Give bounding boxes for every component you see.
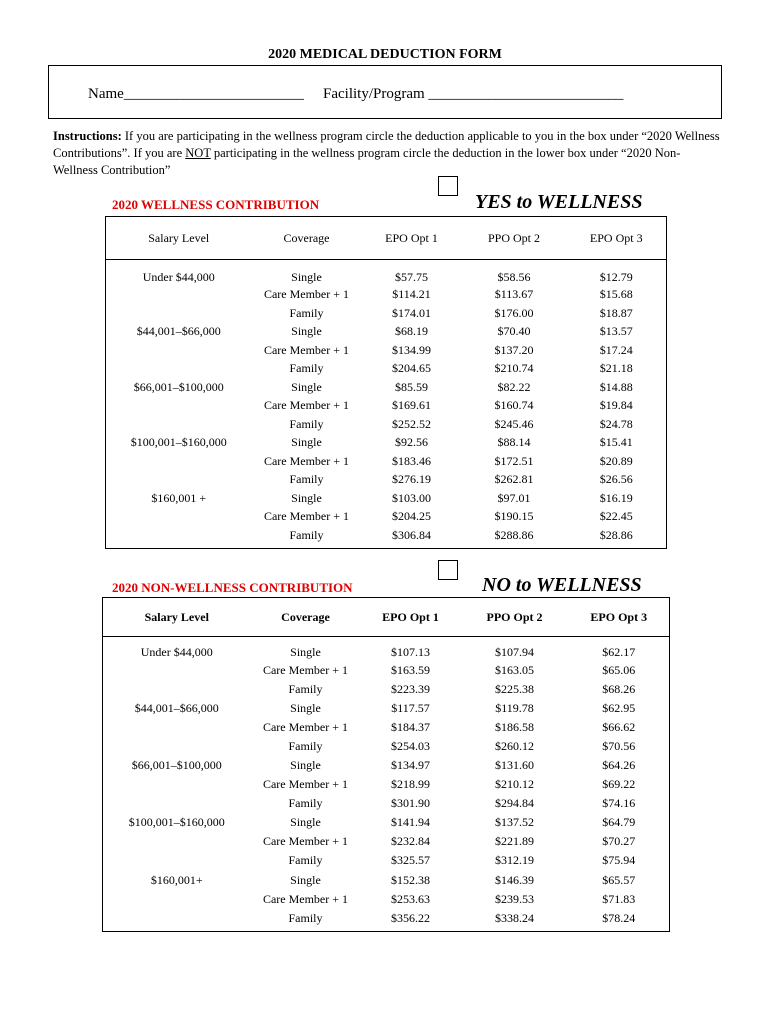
salary-level-cell: [103, 851, 251, 870]
coverage-cell: Care Member + 1: [263, 398, 350, 413]
table-row: [106, 508, 667, 527]
epo-opt-1-cell: $253.63: [391, 891, 430, 906]
salary-level-cell: [103, 890, 251, 909]
table-row: [103, 832, 670, 851]
coverage-cell: Care Member + 1: [262, 834, 349, 849]
salary-level-cell: [106, 397, 252, 416]
coverage-cell: Care Member + 1: [263, 509, 350, 524]
coverage-cell: Single: [291, 435, 322, 450]
salary-level-cell: [106, 452, 252, 471]
yes-wellness-checkbox[interactable]: [438, 176, 458, 196]
salary-level-cell: $66,001–$100,000: [133, 379, 224, 394]
coverage-cell: Single: [290, 815, 321, 830]
instructions-heading: Instructions:: [53, 129, 122, 143]
epo-opt-3-cell: $78.24: [602, 910, 636, 925]
epo-opt-3-cell: $62.17: [602, 644, 636, 659]
table-row: [106, 471, 667, 490]
non-wellness-section-title: 2020 NON-WELLNESS CONTRIBUTION: [112, 580, 353, 595]
coverage-cell: Family: [288, 796, 323, 811]
ppo-opt-2-cell: $97.01: [497, 490, 531, 505]
salary-level-cell: [103, 775, 251, 794]
coverage-cell: Care Member + 1: [262, 891, 349, 906]
epo-opt-3-cell: $16.19: [599, 490, 633, 505]
ppo-opt-2-cell: $210.12: [495, 777, 534, 792]
table-header-row: [103, 598, 670, 637]
epo-opt-3-cell: $17.24: [599, 342, 633, 357]
epo-opt-1-cell: $276.19: [392, 472, 431, 487]
epo-opt-1-cell: $204.25: [392, 509, 431, 524]
salary-level-cell: [106, 508, 252, 527]
coverage-cell: Care Member + 1: [262, 777, 349, 792]
ppo-opt-2-cell: $58.56: [497, 269, 531, 284]
coverage-cell: Care Member + 1: [263, 342, 350, 357]
table-row: [106, 260, 667, 286]
coverage-cell: Single: [291, 324, 322, 339]
non-wellness-table: [102, 597, 670, 932]
instructions-text-pre: If you are participating in the wellness program circle the deduction applicable to you in the box under “2020 Wellness Contributions”. If you are: [53, 129, 720, 160]
ppo-opt-2-cell: $113.67: [494, 287, 534, 302]
epo-opt-3-cell: $64.26: [602, 758, 636, 773]
table-spacer-row: [103, 928, 670, 932]
ppo-opt-2-cell: $260.12: [495, 738, 534, 753]
table-row: [103, 661, 670, 680]
salary-level-cell: $100,001–$160,000: [130, 435, 227, 450]
ppo-opt-2-cell: $137.20: [494, 342, 534, 357]
epo-opt-3-cell: $75.94: [602, 853, 636, 868]
table-row: [103, 794, 670, 813]
table-row: [106, 304, 667, 323]
ppo-opt-2-cell: $146.39: [495, 872, 534, 887]
ppo-opt-2-cell: $176.00: [494, 305, 534, 320]
name-field[interactable]: Name________________________: [88, 86, 304, 102]
ppo-opt-2-cell: $119.78: [495, 700, 534, 715]
table-row: [106, 286, 667, 305]
salary-level-cell: Under $44,000: [142, 269, 215, 284]
ppo-opt-2-cell: $288.86: [494, 527, 534, 542]
epo-opt-3-cell: $15.68: [599, 287, 633, 302]
header-ppo-opt-2: PPO Opt 2: [462, 217, 567, 260]
epo-opt-1-cell: $183.46: [392, 453, 431, 468]
header-epo-opt-3: EPO Opt 3: [569, 598, 670, 637]
salary-level-cell: [103, 909, 251, 928]
epo-opt-3-cell: $19.84: [599, 398, 633, 413]
instructions: [53, 128, 723, 179]
header-coverage: Coverage: [252, 217, 362, 260]
ppo-opt-2-cell: $338.24: [495, 910, 534, 925]
facility-program-field[interactable]: Facility/Program __________________________: [323, 86, 624, 102]
table-row: [106, 397, 667, 416]
epo-opt-3-cell: $28.86: [599, 527, 633, 542]
ppo-opt-2-cell: $137.52: [495, 815, 534, 830]
ppo-opt-2-cell: $294.84: [495, 796, 534, 811]
ppo-opt-2-cell: $262.81: [494, 472, 534, 487]
coverage-cell: Family: [288, 738, 323, 753]
table-row: [106, 452, 667, 471]
epo-opt-3-cell: $12.79: [599, 269, 633, 284]
form-title: 2020 MEDICAL DEDUCTION FORM: [268, 47, 502, 62]
epo-opt-1-cell: $68.19: [395, 324, 428, 339]
coverage-cell: Family: [289, 361, 324, 376]
wellness-section-title: 2020 WELLNESS CONTRIBUTION: [112, 197, 320, 212]
epo-opt-3-cell: $20.89: [599, 453, 633, 468]
coverage-cell: Single: [291, 490, 322, 505]
coverage-cell: Family: [289, 527, 324, 542]
table-row: [106, 434, 667, 453]
epo-opt-1-cell: $223.39: [391, 681, 430, 696]
coverage-cell: Single: [290, 872, 321, 887]
epo-opt-1-cell: $107.13: [391, 644, 430, 659]
epo-opt-1-cell: $92.56: [395, 435, 428, 450]
coverage-cell: Family: [289, 305, 324, 320]
ppo-opt-2-cell: $172.51: [494, 453, 534, 468]
epo-opt-3-cell: $71.83: [602, 891, 636, 906]
epo-opt-3-cell: $21.18: [599, 361, 633, 376]
salary-level-cell: [103, 661, 251, 680]
header-epo-opt-1: EPO Opt 1: [361, 598, 461, 637]
coverage-cell: Single: [290, 758, 321, 773]
salary-level-cell: [103, 680, 251, 699]
salary-level-cell: [106, 286, 252, 305]
table-row: [103, 775, 670, 794]
salary-level-cell: [106, 526, 252, 545]
header-salary-level: Salary Level: [106, 217, 252, 260]
no-wellness-label: NO to WELLNESS: [482, 574, 642, 596]
salary-level-cell: $160,001+: [150, 872, 203, 887]
header-ppo-opt-2: PPO Opt 2: [461, 598, 569, 637]
ppo-opt-2-cell: $163.05: [495, 662, 534, 677]
table-row: [103, 909, 670, 928]
coverage-cell: Care Member + 1: [263, 453, 350, 468]
table-row: [106, 378, 667, 397]
salary-level-cell: [103, 718, 251, 737]
epo-opt-1-cell: $218.99: [391, 777, 430, 792]
salary-level-cell: [106, 304, 252, 323]
table-row: [103, 813, 670, 832]
epo-opt-1-cell: $174.01: [392, 305, 431, 320]
ppo-opt-2-cell: $239.53: [495, 891, 534, 906]
table-row: [106, 341, 667, 360]
ppo-opt-2-cell: $160.74: [494, 398, 534, 413]
coverage-cell: Single: [290, 700, 321, 715]
epo-opt-1-cell: $325.57: [391, 853, 430, 868]
epo-opt-1-cell: $141.94: [391, 815, 430, 830]
epo-opt-3-cell: $74.16: [602, 796, 636, 811]
salary-level-cell: $160,001 +: [151, 490, 207, 505]
salary-level-cell: $66,001–$100,000: [131, 758, 222, 773]
salary-level-cell: $100,001–$160,000: [128, 815, 225, 830]
coverage-cell: Family: [289, 472, 324, 487]
epo-opt-1-cell: $204.65: [392, 361, 431, 376]
header-epo-opt-1: EPO Opt 1: [362, 217, 462, 260]
epo-opt-1-cell: $252.52: [392, 416, 431, 431]
table-row: [106, 526, 667, 545]
no-wellness-checkbox[interactable]: [438, 560, 458, 580]
coverage-cell: Family: [288, 853, 323, 868]
ppo-opt-2-cell: $82.22: [497, 379, 531, 394]
epo-opt-3-cell: $70.27: [602, 834, 636, 849]
coverage-cell: Single: [291, 379, 322, 394]
epo-opt-1-cell: $114.21: [392, 287, 431, 302]
epo-opt-1-cell: $152.38: [391, 872, 430, 887]
table-spacer-row: [106, 545, 667, 549]
table-row: [103, 637, 670, 661]
epo-opt-3-cell: $13.57: [599, 324, 633, 339]
salary-level-cell: [106, 415, 252, 434]
epo-opt-1-cell: $301.90: [391, 796, 430, 811]
epo-opt-1-cell: $85.59: [395, 379, 428, 394]
epo-opt-3-cell: $65.06: [602, 662, 636, 677]
salary-level-cell: [103, 737, 251, 756]
epo-opt-3-cell: $26.56: [599, 472, 633, 487]
coverage-cell: Care Member + 1: [263, 287, 350, 302]
ppo-opt-2-cell: $225.38: [495, 681, 534, 696]
epo-opt-1-cell: $254.03: [391, 738, 430, 753]
yes-wellness-label: YES to WELLNESS: [475, 191, 643, 213]
epo-opt-3-cell: $14.88: [599, 379, 633, 394]
table-row: [106, 415, 667, 434]
table-header-row: [106, 217, 667, 260]
wellness-table: [105, 216, 667, 549]
instructions-not: NOT: [185, 146, 211, 160]
epo-opt-1-cell: $134.99: [392, 342, 431, 357]
epo-opt-3-cell: $62.95: [602, 700, 636, 715]
epo-opt-3-cell: $66.62: [602, 719, 636, 734]
ppo-opt-2-cell: $186.58: [495, 719, 534, 734]
coverage-cell: Family: [288, 681, 323, 696]
epo-opt-3-cell: $64.79: [602, 815, 636, 830]
coverage-cell: Family: [289, 416, 324, 431]
ppo-opt-2-cell: $210.74: [494, 361, 534, 376]
salary-level-cell: [106, 341, 252, 360]
epo-opt-1-cell: $169.61: [392, 398, 431, 413]
table-row: [103, 680, 670, 699]
epo-opt-3-cell: $22.45: [599, 509, 633, 524]
coverage-cell: Care Member + 1: [262, 719, 349, 734]
salary-level-cell: [103, 794, 251, 813]
header-salary-level: Salary Level: [103, 598, 251, 637]
epo-opt-1-cell: $57.75: [395, 269, 428, 284]
table-row: [103, 756, 670, 775]
header-coverage: Coverage: [251, 598, 361, 637]
ppo-opt-2-cell: $312.19: [495, 853, 534, 868]
ppo-opt-2-cell: $70.40: [497, 324, 531, 339]
salary-level-cell: Under $44,000: [140, 644, 213, 659]
table-row: [103, 871, 670, 890]
salary-level-cell: [106, 471, 252, 490]
epo-opt-1-cell: $163.59: [391, 662, 430, 677]
table-row: [103, 718, 670, 737]
table-row: [103, 851, 670, 870]
epo-opt-1-cell: $356.22: [391, 910, 430, 925]
ppo-opt-2-cell: $221.89: [495, 834, 534, 849]
epo-opt-1-cell: $232.84: [391, 834, 430, 849]
epo-opt-1-cell: $134.97: [391, 758, 430, 773]
epo-opt-3-cell: $15.41: [599, 435, 633, 450]
ppo-opt-2-cell: $88.14: [497, 435, 531, 450]
ppo-opt-2-cell: $131.60: [495, 758, 534, 773]
coverage-cell: Family: [288, 910, 323, 925]
table-row: [106, 489, 667, 508]
epo-opt-3-cell: $65.57: [602, 872, 636, 887]
header-epo-opt-3: EPO Opt 3: [567, 217, 667, 260]
coverage-cell: Single: [290, 644, 321, 659]
epo-opt-1-cell: $184.37: [391, 719, 430, 734]
epo-opt-1-cell: $306.84: [392, 527, 431, 542]
epo-opt-3-cell: $18.87: [599, 305, 633, 320]
salary-level-cell: [103, 832, 251, 851]
table-row: [103, 890, 670, 909]
salary-level-cell: [106, 360, 252, 379]
epo-opt-3-cell: $68.26: [602, 681, 636, 696]
table-row: [106, 360, 667, 379]
epo-opt-3-cell: $70.56: [602, 738, 636, 753]
ppo-opt-2-cell: $245.46: [494, 416, 534, 431]
table-row: [103, 737, 670, 756]
salary-level-cell: $44,001–$66,000: [134, 700, 219, 715]
epo-opt-1-cell: $117.57: [391, 700, 430, 715]
salary-level-cell: $44,001–$66,000: [136, 324, 221, 339]
ppo-opt-2-cell: $107.94: [495, 644, 534, 659]
coverage-cell: Care Member + 1: [262, 662, 349, 677]
coverage-cell: Single: [291, 269, 322, 284]
table-row: [103, 699, 670, 718]
epo-opt-3-cell: $69.22: [602, 777, 636, 792]
epo-opt-1-cell: $103.00: [392, 490, 431, 505]
epo-opt-3-cell: $24.78: [599, 416, 633, 431]
instructions-text-post: participating in the wellness program circle the deduction in the lower box under “2020 Non-Wellness Contribution”: [53, 146, 681, 177]
table-row: [106, 323, 667, 342]
ppo-opt-2-cell: $190.15: [494, 509, 534, 524]
